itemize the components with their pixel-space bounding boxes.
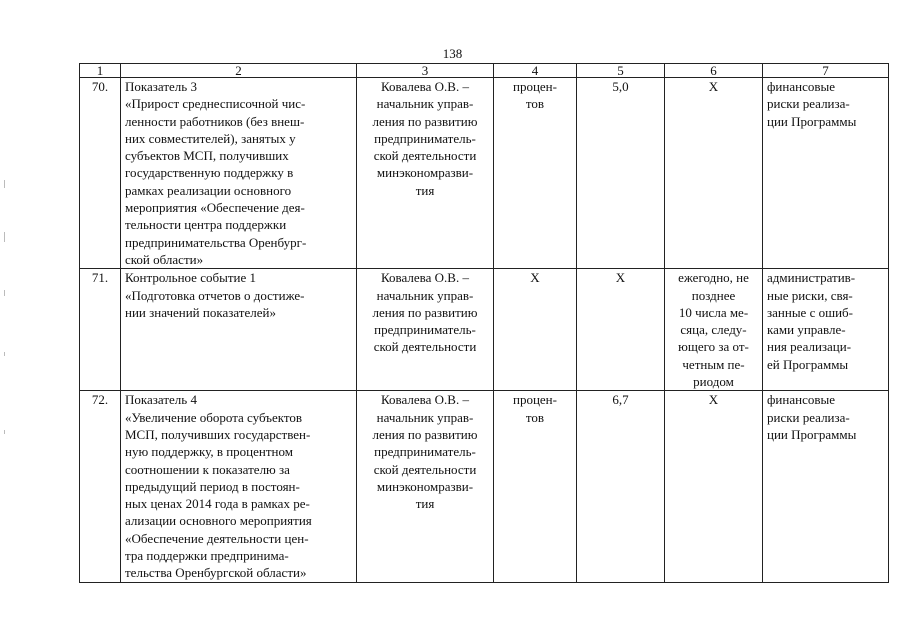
scan-artifact bbox=[4, 180, 5, 188]
scan-artifact bbox=[4, 352, 5, 356]
cell-text-line: предприниматель- bbox=[374, 130, 476, 146]
cell-text-line: начальник управ- bbox=[376, 287, 474, 303]
cell-text-line: ции Программы bbox=[767, 113, 857, 129]
cell-text-line: Показатель 3 bbox=[125, 79, 197, 94]
cell-text-line: финансовые bbox=[767, 79, 835, 94]
column-header-3: 3 bbox=[357, 64, 494, 78]
deadline-cell bbox=[665, 391, 763, 582]
cell-text-line: административ- bbox=[767, 270, 856, 286]
cell-text-line: риодом bbox=[693, 374, 734, 390]
cell-text-line: Х bbox=[708, 79, 719, 94]
cell-text-line: мероприятия «Обеспечение дея- bbox=[125, 200, 305, 216]
row-number-cell: 70. bbox=[80, 78, 121, 269]
scan-artifact bbox=[4, 430, 5, 434]
cell-text-line: Ковалева О.В. – bbox=[381, 270, 469, 286]
table-row bbox=[80, 269, 889, 391]
cell-text-line: ные риски, свя- bbox=[767, 287, 853, 303]
cell-text-line: Контрольное событие 1 bbox=[125, 270, 256, 286]
cell-text-line: начальник управ- bbox=[376, 409, 474, 425]
cell-text-line: нии значений показателей» bbox=[125, 304, 276, 320]
cell-text-line: ской деятельности bbox=[373, 339, 477, 355]
column-header-2: 2 bbox=[121, 64, 357, 78]
cell-text-line: рамках реализации основного bbox=[125, 182, 292, 198]
cell-text-line: позднее bbox=[691, 287, 736, 303]
cell-text-line: 5,0 bbox=[612, 79, 629, 94]
value-cell bbox=[577, 391, 665, 582]
description-cell bbox=[121, 391, 357, 582]
cell-text-line: ных ценах 2014 года в рамках ре- bbox=[125, 496, 310, 512]
cell-text-line: тельства Оренбургской области» bbox=[125, 565, 307, 581]
deadline-cell bbox=[665, 78, 763, 269]
row-number-cell: 72. bbox=[80, 391, 121, 582]
risks-cell bbox=[763, 269, 889, 391]
cell-text-line: «Подготовка отчетов о достиже- bbox=[125, 287, 305, 303]
cell-text-line: МСП, получивших государствен- bbox=[125, 426, 311, 442]
cell-text-line: тов bbox=[525, 409, 545, 425]
cell-text-line: тельности центра поддержки bbox=[125, 217, 287, 233]
description-cell bbox=[121, 78, 357, 269]
cell-text-line: Показатель 4 bbox=[125, 392, 197, 408]
cell-text-line: четным пе- bbox=[682, 356, 745, 372]
cell-text-line: государственную поддержку в bbox=[125, 165, 294, 181]
unit-cell bbox=[494, 269, 577, 391]
table-row bbox=[80, 78, 889, 269]
cell-text-line: занные с ошиб- bbox=[767, 304, 854, 320]
risks-cell bbox=[763, 78, 889, 269]
cell-text-line: тра поддержки предпринима- bbox=[125, 548, 289, 564]
cell-text-line: Ковалева О.В. – bbox=[381, 79, 469, 94]
cell-text-line: ления по развитию bbox=[372, 304, 478, 320]
cell-text-line: предприниматель- bbox=[374, 322, 476, 338]
cell-text-line: 10 числа ме- bbox=[678, 304, 749, 320]
cell-text-line: ками управле- bbox=[767, 322, 846, 338]
description-cell bbox=[121, 269, 357, 391]
scan-artifact bbox=[4, 290, 5, 296]
cell-text-line: минэкономразви- bbox=[376, 478, 474, 494]
cell-text-line: предыдущий период в постоян- bbox=[125, 478, 300, 494]
cell-text-line: ализации основного мероприятия bbox=[125, 513, 312, 529]
cell-text-line: «Обеспечение деятельности цен- bbox=[125, 530, 309, 546]
value-cell bbox=[577, 269, 665, 391]
cell-text-line: ей Программы bbox=[767, 356, 849, 372]
cell-text-line: Х bbox=[615, 270, 626, 286]
cell-text-line: Ковалева О.В. – bbox=[381, 392, 469, 408]
cell-text-line: тия bbox=[415, 496, 435, 512]
table-row bbox=[80, 391, 889, 582]
risks-cell bbox=[763, 391, 889, 582]
cell-text-line: 6,7 bbox=[612, 392, 629, 408]
cell-text-line: ния реализаци- bbox=[767, 339, 852, 355]
cell-text-line: ской области» bbox=[125, 251, 204, 267]
page-number: 138 bbox=[442, 46, 463, 61]
cell-text-line: ленности работников (без внеш- bbox=[125, 113, 305, 129]
cell-text-line: финансовые bbox=[767, 392, 835, 408]
column-header-6: 6 bbox=[665, 64, 763, 78]
cell-text-line: «Увеличение оборота субъектов bbox=[125, 409, 303, 425]
column-header-5: 5 bbox=[577, 64, 665, 78]
cell-text-line: процен- bbox=[513, 392, 557, 408]
cell-text-line: ную поддержку, в процентном bbox=[125, 444, 293, 460]
cell-text-line: Х bbox=[708, 392, 719, 408]
cell-text-line: Х bbox=[530, 270, 540, 286]
cell-text-line: ской деятельности bbox=[373, 148, 477, 164]
cell-text-line: минэкономразви- bbox=[376, 165, 474, 181]
cell-text-line: них совместителей), занятых у bbox=[125, 130, 296, 146]
responsible-cell bbox=[357, 269, 494, 391]
cell-text-line: тия bbox=[415, 182, 435, 198]
unit-cell bbox=[494, 391, 577, 582]
row-number-cell: 71. bbox=[80, 269, 121, 391]
cell-text-line: тов bbox=[525, 96, 545, 112]
cell-text-line: ления по развитию bbox=[372, 113, 478, 129]
deadline-cell bbox=[665, 269, 763, 391]
column-header-1: 1 bbox=[80, 64, 121, 78]
cell-text-line: субъектов МСП, получивших bbox=[125, 148, 289, 164]
cell-text-line: ской деятельности bbox=[373, 461, 477, 477]
cell-text-line: предпринимательства Оренбург- bbox=[125, 234, 307, 250]
cell-text-line: соотношении к показателю за bbox=[125, 461, 290, 477]
cell-text-line: начальник управ- bbox=[376, 96, 474, 112]
cell-text-line: процен- bbox=[513, 79, 557, 94]
cell-text-line: ющего за от- bbox=[678, 339, 749, 355]
header-row bbox=[80, 64, 889, 78]
cell-text-line: «Прирост среднесписочной чис- bbox=[125, 96, 306, 112]
cell-text-line: ления по развитию bbox=[372, 426, 478, 442]
cell-text-line: сяца, следу- bbox=[680, 322, 747, 338]
column-header-4: 4 bbox=[494, 64, 577, 78]
indicators-table bbox=[79, 63, 889, 583]
cell-text-line: предприниматель- bbox=[374, 444, 476, 460]
unit-cell bbox=[494, 78, 577, 269]
responsible-cell bbox=[357, 391, 494, 582]
cell-text-line: риски реализа- bbox=[767, 409, 850, 425]
cell-text-line: ежегодно, не bbox=[678, 270, 749, 286]
column-header-7: 7 bbox=[763, 64, 889, 78]
cell-text-line: риски реализа- bbox=[767, 96, 850, 112]
responsible-cell bbox=[357, 78, 494, 269]
cell-text-line: ции Программы bbox=[767, 426, 857, 442]
scan-artifact bbox=[4, 232, 5, 242]
value-cell bbox=[577, 78, 665, 269]
